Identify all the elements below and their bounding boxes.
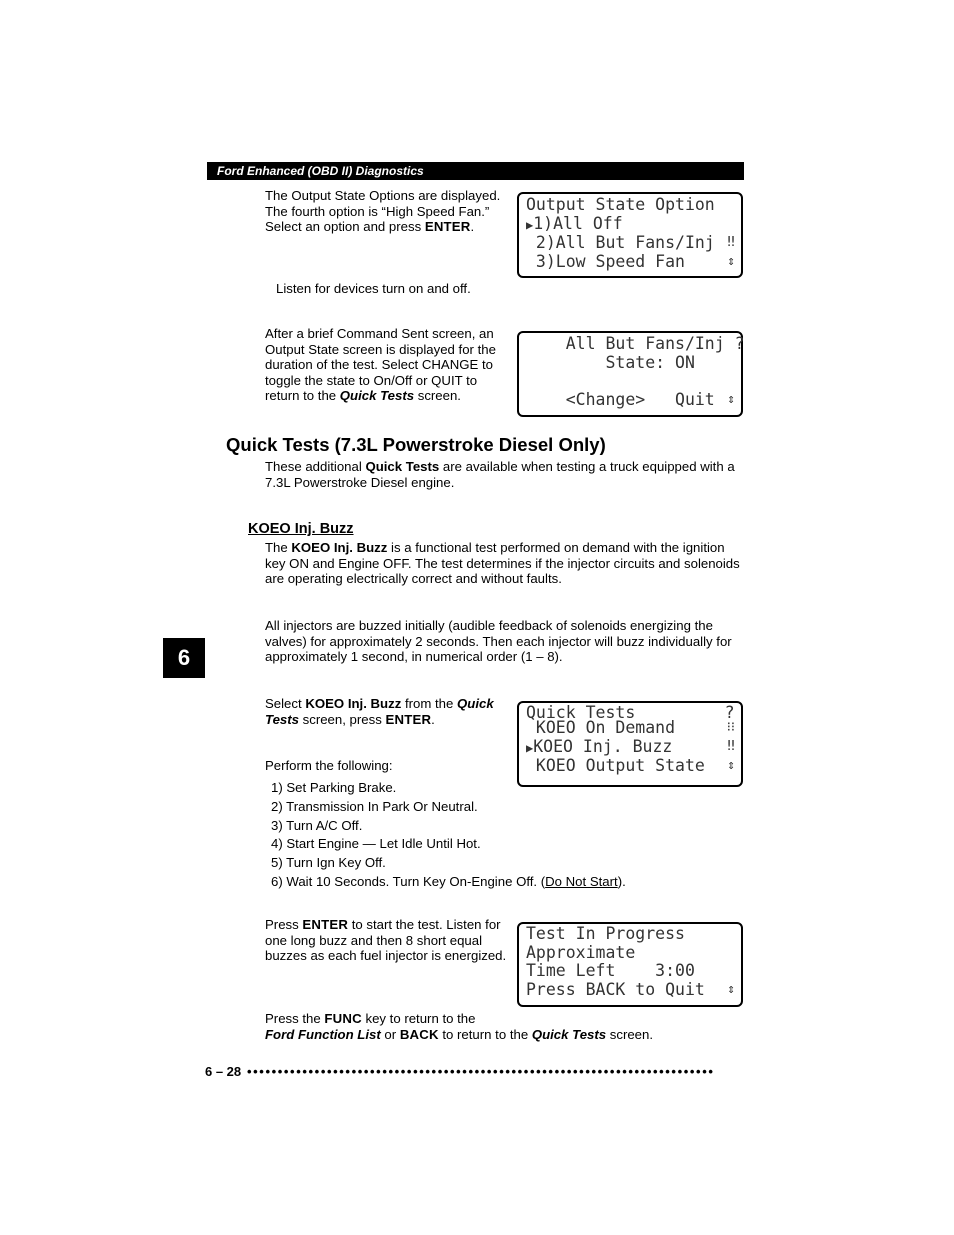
select-koeo-instruction <box>265 696 507 727</box>
cursor-icon: ▶ <box>526 218 534 232</box>
list-item: 4) Start Engine — Let Idle Until Hot. <box>271 836 481 852</box>
lcd-line: Test In Progress <box>526 924 685 943</box>
lcd-line: KOEO On Demand <box>526 718 676 737</box>
lcd-line: Approximate <box>526 943 636 962</box>
quick-tests-ref: Quick Tests <box>265 696 494 727</box>
intro-text: These additional <box>265 459 366 474</box>
lcd-output-state <box>517 331 743 417</box>
steps-list <box>271 779 626 892</box>
description-end: . <box>470 219 475 235</box>
lcd-line: All But Fans/Inj ? <box>526 334 745 353</box>
list-item: 3) Turn A/C Off. <box>271 817 363 833</box>
intro-bold: Quick Tests <box>365 459 440 474</box>
instr-text: or <box>380 1026 400 1042</box>
instr-text: from the <box>401 696 458 711</box>
chapter-tab: 6 <box>163 638 205 678</box>
ford-function-list-ref: Ford Function List <box>265 1026 381 1042</box>
do-not-start-text: Do Not Start <box>545 873 618 889</box>
scroll-icon: ‼ <box>727 739 735 754</box>
section-title: Quick Tests (7.3L Powerstroke Diesel Only) <box>226 434 606 455</box>
listen-note: Listen for devices turn on and off. <box>276 281 471 296</box>
lcd-line: KOEO Output State <box>526 756 705 775</box>
step6-tail: ). <box>617 873 626 889</box>
list-item: 5) Turn Ign Key Off. <box>271 855 386 871</box>
enter-key-label: ENTER <box>424 219 471 235</box>
injector-buzz-description: All injectors are buzzed initially (audible feedback of solenoids energizing the valves) for approximately 2 seconds. Then each injector will buzz individually for approximately 1 second, in numerical order (1 – 8). <box>265 618 732 665</box>
scroll-icon: ‼ <box>727 235 735 250</box>
up-down-icon: ⇕ <box>727 254 735 269</box>
instr-text-end: screen. <box>606 1026 654 1042</box>
lcd-line <box>526 737 672 758</box>
up-down-icon: ⇕ <box>727 982 735 997</box>
instr-text: key to return to the <box>361 1011 476 1026</box>
list-item: 2) Transmission In Park Or Neutral. <box>271 798 478 814</box>
running-header: Ford Enhanced (OBD II) Diagnostics <box>207 162 744 180</box>
instr-text: to return to the <box>438 1026 532 1042</box>
lcd-quick-tests <box>517 701 743 787</box>
footer-dot-leader: •••••••••••••••••••••••••••••••••••••••••••••••••••••••••••••••••••••••••••• <box>247 1064 715 1079</box>
lcd-line: 3)Low Speed Fan <box>526 252 685 271</box>
lcd-line: Press BACK to Quit <box>526 980 705 999</box>
command-sent-description <box>265 326 505 404</box>
func-key-label: FUNC <box>324 1011 362 1026</box>
list-item: 1) Set Parking Brake. <box>271 780 397 795</box>
subsection-title: KOEO Inj. Buzz <box>248 521 354 537</box>
lcd-line: State: ON <box>526 353 695 372</box>
lcd-line: <Change> Quit <box>526 390 715 409</box>
up-down-icon: ⇕ <box>727 758 735 773</box>
lcd-selected-text: 1)All Off <box>533 214 623 233</box>
p1-bold: KOEO Inj. Buzz <box>291 540 388 555</box>
lcd-selected-text: KOEO Inj. Buzz <box>533 737 673 756</box>
instr-text: Press <box>265 917 303 932</box>
list-item <box>271 873 626 892</box>
description-text: After a brief Command Sent screen, an Output State screen is displayed for the duration of the test. Select CHANGE to toggle the state to On/Off or QUIT to return to the <box>265 326 496 404</box>
scroll-icon: ⁝⁝ <box>726 720 735 735</box>
lcd-line: Quick Tests ? <box>526 703 735 722</box>
quick-tests-ref: Quick Tests <box>339 388 415 404</box>
enter-key-label: ENTER <box>302 917 349 932</box>
step6-text: 6) Wait 10 Seconds. Turn Key On-Engine Off. ( <box>271 873 546 889</box>
start-test-instruction <box>265 917 507 964</box>
return-instruction <box>265 1011 745 1042</box>
description-end: screen. <box>414 388 461 404</box>
page-number: 6 – 28 <box>205 1064 242 1079</box>
instr-bold: KOEO Inj. Buzz <box>305 696 402 711</box>
quick-tests-ref: Quick Tests <box>531 1026 607 1042</box>
back-key-label: BACK <box>399 1026 439 1042</box>
enter-key-label: ENTER <box>385 711 432 727</box>
intro-text-end: are available when testing a truck equipped with a 7.3L Powerstroke Diesel engine. <box>265 459 735 490</box>
lcd-test-in-progress <box>517 922 743 1007</box>
lcd-output-state-option <box>517 192 743 278</box>
section-intro <box>265 459 745 490</box>
lcd-line <box>526 214 623 235</box>
instr-text-end: . <box>431 711 435 727</box>
koeo-description <box>265 540 745 587</box>
p1-text: The <box>265 540 292 555</box>
description-text: The Output State Options are displayed. The fourth option is “High Speed Fan.” Select an option and press <box>265 188 501 235</box>
p1-text-end: is a functional test performed on demand with the ignition key ON and Engine OFF. The test determines if the injector circuits and solenoids are operating electrically correct and without faults. <box>265 540 740 587</box>
lcd-line: Output State Option <box>526 195 715 214</box>
lcd-line: Time Left 3:00 <box>526 961 695 980</box>
instr-text: Press the <box>265 1011 325 1026</box>
instr-text: screen, press <box>298 711 386 727</box>
lcd-line: 2)All But Fans/Inj <box>526 233 715 252</box>
output-state-description <box>265 188 505 235</box>
instr-text-end: to start the test. Listen for one long buzz and then 8 short equal buzzes as each fuel injector is energized. <box>265 917 507 964</box>
perform-label: Perform the following: <box>265 758 393 773</box>
up-down-icon: ⇕ <box>727 392 735 407</box>
instr-text: Select <box>265 696 306 711</box>
cursor-icon: ▶ <box>526 741 534 755</box>
